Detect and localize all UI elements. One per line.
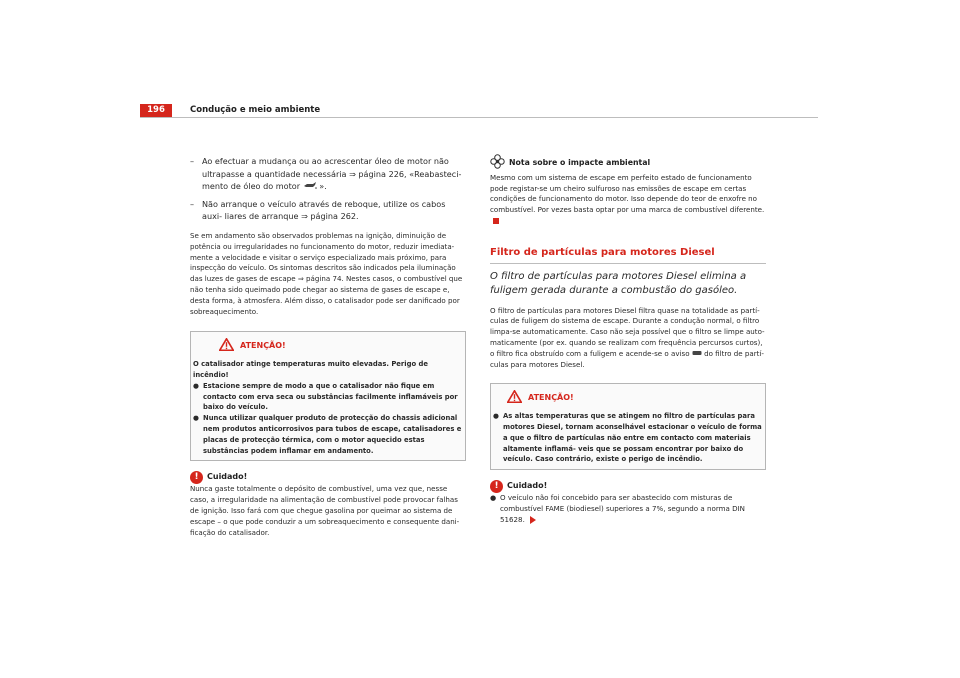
warning-triangle-icon <box>219 338 234 355</box>
list-item <box>190 155 466 193</box>
caution-icon: ! <box>490 480 503 493</box>
page-number: 196 <box>140 104 172 117</box>
oil-can-icon <box>303 181 320 191</box>
body-paragraph: Se em andamento são observados problemas na ignição, diminuição de potência ou irregularidades no funcionamento do motor, reduzir imediata- mente a velocidade e visitar o serviço especializado mais próximo, para inspecção do veículo. Os sintomas descritos são indicados pela iluminação das luzes de gases de escape ⇒ página 74. Nestes casos, o combustível que não tenha sido queimado pode chegar ao sistema de gases de escape e, desta forma, à atmosfera. Além disso, o catalisador pode ser danificado por sobreaquecimento. <box>190 230 463 316</box>
caution-header <box>490 480 766 493</box>
warning-body <box>191 359 465 460</box>
dash-marker: – <box>190 198 195 209</box>
caution-label: Cuidado! <box>507 481 548 491</box>
caution-label: Cuidado! <box>207 472 248 482</box>
right-column <box>490 154 766 526</box>
list-item-text: Não arranque o veículo através de reboque, utilize os cabos auxi- liares de arranque ⇒ página 262. <box>202 198 446 222</box>
caution-bullet: ● O veículo não foi concebido para ser abastecido com misturas de combustível FAME (biodiesel) superiores a 7%, segundo a norma DIN 51628. <box>490 493 745 524</box>
section-rule <box>490 263 766 264</box>
warning-header <box>191 332 465 359</box>
dash-marker: – <box>190 156 195 166</box>
warning-bullet: ● Estacione sempre de modo a que o catalisador não fique em contacto com erva seca ou substâncias facilmente inflamáveis por baixo do veículo. <box>193 381 458 412</box>
warning-bullet: ● As altas temperaturas que se atingem no filtro de partículas para motores Diesel, tornam aconselhável estacionar o veículo de forma a que o filtro de partículas não entre em contacto com materiais altamente inflamá- veis que se possam encontrar por baixo do veículo. Caso contrário, existe o perigo de incêndio. <box>493 412 762 464</box>
caution-text: Nunca gaste totalmente o depósito de combustível, uma vez que, nesse caso, a irregularidade na alimentação de combustível pode provocar falhas de ignição. Isso fará com que chegue gasolina por queimar ao sistema de escape – o que pode conduzir a um sobreaquecimento e consequente dani- ficação do catalisador. <box>190 484 460 537</box>
warning-triangle-icon <box>507 390 522 407</box>
section-subtitle: O filtro de partículas para motores Diesel elimina a fuligem gerada durante a combustão do gasóleo. <box>490 270 747 296</box>
flower-icon <box>490 154 505 173</box>
bullet-icon: ● <box>193 414 199 423</box>
list-item-text-end: ». <box>319 181 327 192</box>
caution-header <box>190 471 466 484</box>
warning-box <box>190 331 466 461</box>
warning-header <box>491 384 765 411</box>
environment-note-header <box>490 154 766 173</box>
list-item-text: Ao efectuar a mudança ou ao acrescentar óleo de motor não ultrapasse a quantidade necessária ⇒ página 226, «Reabasteci- mento de óleo do motor <box>202 156 462 192</box>
body-paragraph: O filtro de partículas para motores Diesel filtra quase na totalidade as partí- culas de fuligem do sistema de escape. Durante a condução normal, o filtro limpa-se automaticamente. Caso não seja possível que o filtro se limpe auto- maticamente (por ex. quando se realizam com frequência percursos curtos), o filtro fica obstruído com a fuligem e acende-se o aviso do filtro de partí- culas para motores Diesel. <box>490 305 765 369</box>
environment-note-label: Nota sobre o impacte ambiental <box>509 158 651 167</box>
section-title: Filtro de partículas para motores Diesel <box>490 246 715 258</box>
environment-note-text: Mesmo com um sistema de escape em perfeito estado de funcionamento pode registar-se um cheiro sulfuroso nas emissões de escape em certas condições de funcionamento do motor. Isso depende do teor de enxofre no combustível. Por vezes basta optar por uma marca de combustível diferente. <box>490 173 766 227</box>
warning-label: ATENÇÃO! <box>528 393 574 403</box>
continue-arrow-icon <box>530 516 536 524</box>
diesel-filter-warning-icon <box>692 349 702 358</box>
page-title: Condução e meio ambiente <box>190 105 321 115</box>
end-marker-icon <box>493 218 499 224</box>
caution-icon: ! <box>190 471 203 484</box>
warning-label: ATENÇÃO! <box>240 341 286 351</box>
header-rule <box>140 117 818 118</box>
warning-body <box>491 411 765 469</box>
warning-intro: O catalisador atinge temperaturas muito elevadas. Perigo de incêndio! <box>193 360 428 379</box>
bullet-icon: ● <box>490 493 497 503</box>
list-item <box>190 198 466 223</box>
warning-bullet: ● Nunca utilizar qualquer produto de protecção do chassis adicional nem produtos anticorrosivos para tubos de escape, catalisadores e placas de protecção térmica, com o motor aquecido estas substâncias podem inflamar em andamento. <box>193 414 462 455</box>
left-column <box>190 155 466 538</box>
bullet-icon: ● <box>193 381 199 390</box>
warning-box <box>490 383 766 470</box>
bullet-icon: ● <box>493 412 499 421</box>
